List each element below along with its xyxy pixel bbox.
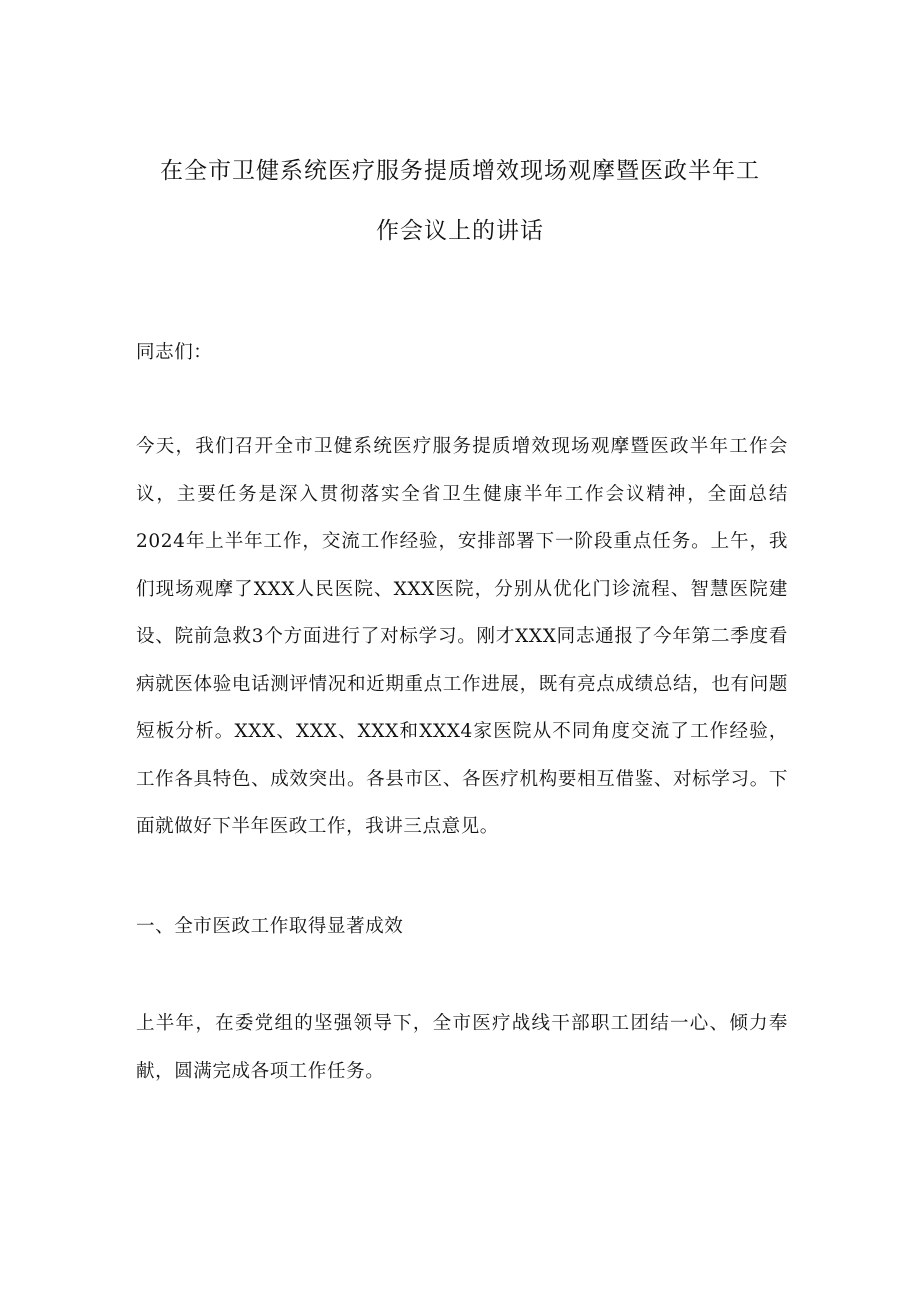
intro-paragraph: 今天，我们召开全市卫健系统医疗服务提质增效现场观摩暨医政半年工作会议，主要任务是深入贯彻落实全省卫生健康半年工作会议精神，全面总结2024年上半年工作，交流工作经验，安排部署下一阶段重点任务。上午，我们现场观摩了XXX人民医院、XXX医院，分别从优化门诊流程、智慧医院建设、院前急救3个方面进行了对标学习。刚才XXX同志通报了今年第二季度看病就医体验电话测评情况和近期重点工作进展，既有亮点成绩总结，也有问题短板分析。XXX、XXX、XXX和XXX4家医院从不同角度交流了工作经验，工作各具特色、成效突出。各县市区、各医疗机构要相互借鉴、对标学习。下面就做好下半年医政工作，我讲三点意见。 [136,436,788,837]
section-1-heading: 一、全市医政工作取得显著成效 [136,916,404,937]
document-title-line-2: 作会议上的讲话 [376,218,544,244]
section-1-paragraph: 上半年，在委党组的坚强领导下，全市医疗战线干部职工团结一心、倾力奉献，圆满完成各项工作任务。 [136,1013,788,1082]
document-title-line-1: 在全市卫健系统医疗服务提质增效现场观摩暨医政半年工 [160,158,760,184]
greeting: 同志们： [136,342,213,363]
